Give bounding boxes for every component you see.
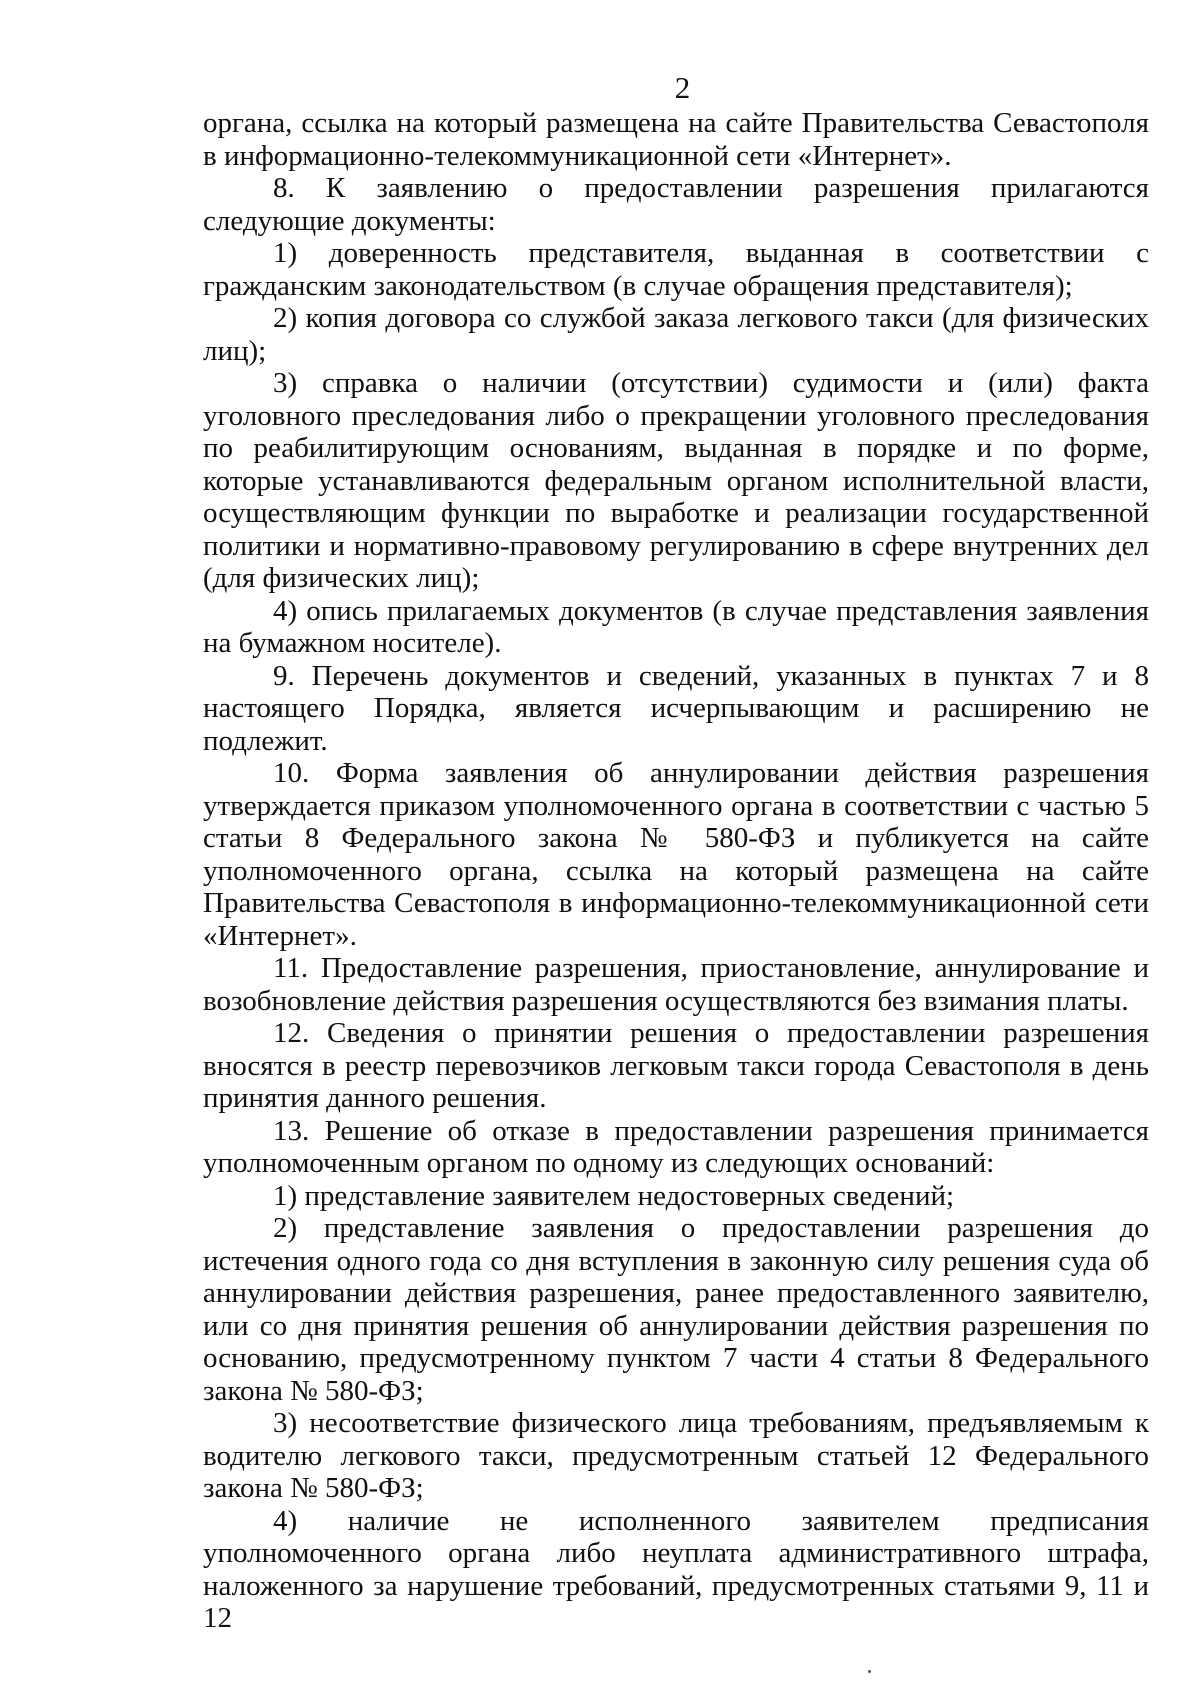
- paragraph-item-9: 9. Перечень документов и сведений, указанных в пунктах 7 и 8 настоящего Порядка, является исчерпывающим и расширению не подлежит.: [203, 659, 1149, 757]
- subitem-13-1: 1) представление заявителем недостоверных сведений;: [273, 1179, 955, 1212]
- subitem-13-2: 2) представление заявления о предоставлении разрешения до истечения одного года со дня вступления в законную силу решения суда об аннулировании действия разрешения, ранее предоставленного заявителю, или со дня принятия решения об аннулировании действия разрешения по основанию, предусмотренному пунктом 7 части 4 статьи 8 Федерального закона № 580-ФЗ;: [203, 1212, 1149, 1407]
- page-number: 2: [674, 70, 691, 105]
- subitem-8-2: 2) копия договора со службой заказа легкового такси (для физических лиц);: [203, 302, 1149, 367]
- scan-artifact: [868, 1670, 871, 1673]
- subitem-8-4: 4) опись прилагаемых документов (в случае представления заявления на бумажном носителе).: [203, 594, 1149, 659]
- paragraph-item-11: 11. Предоставление разрешения, приостановление, аннулирование и возобновление действия разрешения осуществляются без взимания платы.: [203, 952, 1149, 1017]
- paragraph-item-13: 13. Решение об отказе в предоставлении разрешения принимается уполномоченным органом по одному из следующих оснований:: [203, 1114, 1149, 1179]
- paragraph-item-12: 12. Сведения о принятии решения о предоставлении разрешения вносятся в реестр перевозчиков легковым такси города Севастополя в день принятия данного решения.: [203, 1017, 1149, 1114]
- subitem-13-4: 4) наличие не исполненного заявителем предписания уполномоченного органа либо неуплата административного штрафа, наложенного за нарушение требований, предусмотренных статьями 9, 11 и 12: [203, 1504, 1149, 1634]
- paragraph-item-8: 8. К заявлению о предоставлении разрешения прилагаются следующие документы:: [203, 172, 1149, 237]
- subitem-8-3: 3) справка о наличии (отсутствии) судимости и (или) факта уголовного преследования либо о прекращении уголовного преследования по реабилитирующим основаниям, выданная в порядке и по форме, которые устанавливаются федеральным органом исполнительной власти, осуществляющим функции по выработке и реализации государственной политики и нормативно-правовому регулированию в сфере внутренних дел (для физических лиц);: [203, 367, 1149, 594]
- subitem-13-3: 3) несоответствие физического лица требованиям, предъявляемым к водителю легкового такси, предусмотренным статьей 12 Федерального закона № 580-ФЗ;: [203, 1407, 1149, 1504]
- subitem-8-1: 1) доверенность представителя, выданная в соответствии с гражданским законодательством (в случае обращения представителя);: [203, 237, 1149, 302]
- paragraph-item-10: 10. Форма заявления об аннулировании действия разрешения утверждается приказом уполномоченного органа в соответствии с частью 5 статьи 8 Федерального закона № 580-ФЗ и публикуется на сайте уполномоченного органа, ссылка на который размещена на сайте Правительства Севастополя в информационно-телекоммуникационной сети «Интернет».: [203, 757, 1149, 952]
- paragraph-continuation: органа, ссылка на который размещена на сайте Правительства Севастополя в информационно-телекоммуникационной сети «Интернет».: [203, 107, 1149, 172]
- document-body: [203, 107, 1149, 1635]
